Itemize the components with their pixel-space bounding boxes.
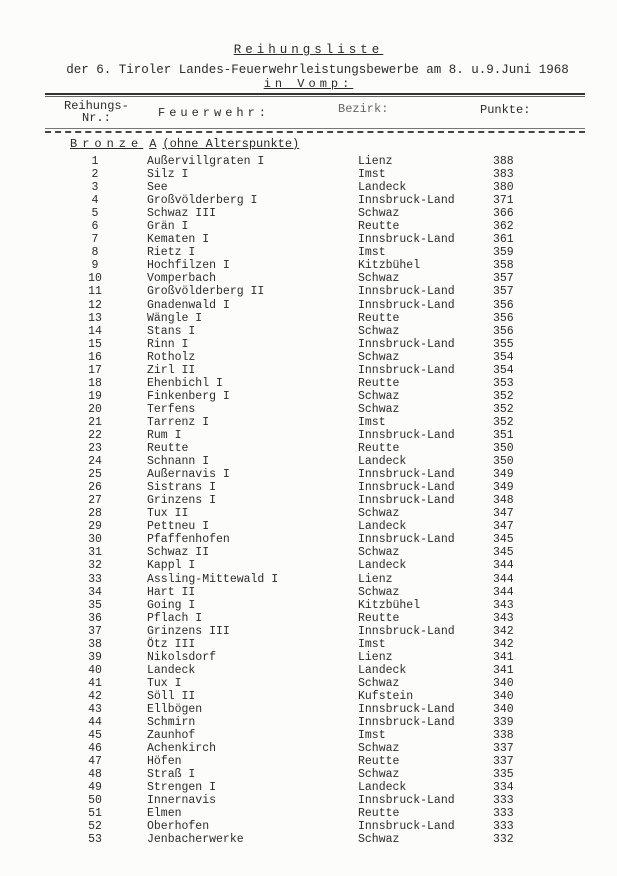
table-row xyxy=(0,233,617,246)
district-cell: Imst xyxy=(358,415,386,429)
rank-cell: 32 xyxy=(88,559,102,573)
team-cell: Gnadenwald I xyxy=(147,298,230,312)
table-row xyxy=(0,403,617,416)
team-cell: Tux I xyxy=(147,676,182,690)
district-cell: Kufstein xyxy=(358,689,414,703)
team-cell: Pfaffenhofen xyxy=(147,533,230,547)
section-label: Bronze xyxy=(70,137,144,151)
district-cell: Schwaz xyxy=(358,272,400,286)
rank-cell: 43 xyxy=(88,702,102,716)
points-cell: 343 xyxy=(493,611,514,625)
table-row xyxy=(0,285,617,298)
points-cell: 361 xyxy=(493,233,514,247)
table-row xyxy=(0,442,617,455)
points-cell: 348 xyxy=(493,494,514,508)
rank-cell: 41 xyxy=(88,676,102,690)
team-cell: Ötz III xyxy=(147,637,196,651)
table-row xyxy=(0,781,617,794)
team-cell: Söll II xyxy=(147,689,196,703)
points-cell: 359 xyxy=(493,246,514,260)
table-row xyxy=(0,546,617,559)
table-row xyxy=(0,768,617,781)
district-cell: Schwaz xyxy=(358,833,400,847)
rank-cell: 11 xyxy=(88,285,102,299)
table-row xyxy=(0,259,617,272)
table-row xyxy=(0,520,617,533)
team-cell: Schwaz II xyxy=(147,546,210,560)
rank-cell: 48 xyxy=(88,768,102,782)
district-cell: Schwaz xyxy=(358,507,400,521)
points-cell: 334 xyxy=(493,781,514,795)
table-row xyxy=(0,820,617,833)
table-row xyxy=(0,468,617,481)
points-cell: 338 xyxy=(493,729,514,743)
district-cell: Landeck xyxy=(358,181,407,195)
team-cell: Hart II xyxy=(147,585,196,599)
points-cell: 352 xyxy=(493,389,514,403)
rank-cell: 13 xyxy=(88,311,102,325)
points-cell: 383 xyxy=(493,168,514,182)
table-row xyxy=(0,794,617,807)
table-row xyxy=(0,364,617,377)
team-cell: Tarrenz I xyxy=(147,415,210,429)
district-cell: Landeck xyxy=(358,455,407,469)
team-cell: Stans I xyxy=(147,324,196,338)
column-header-rank xyxy=(64,100,129,124)
points-cell: 355 xyxy=(493,337,514,351)
points-cell: 380 xyxy=(493,181,514,195)
team-cell: Strengen I xyxy=(147,781,217,795)
table-row xyxy=(0,220,617,233)
rank-cell: 35 xyxy=(88,598,102,612)
district-cell: Innsbruck-Land xyxy=(358,794,455,808)
rank-cell: 36 xyxy=(88,611,102,625)
district-cell: Schwaz xyxy=(358,324,400,338)
points-cell: 337 xyxy=(493,742,514,756)
team-cell: Rum I xyxy=(147,428,182,442)
team-cell: Zirl II xyxy=(147,363,196,377)
rank-cell: 1 xyxy=(91,155,99,168)
table-row xyxy=(0,586,617,599)
column-header-points: Punkte: xyxy=(480,103,531,117)
points-cell: 351 xyxy=(493,428,514,442)
rank-cell: 16 xyxy=(88,350,102,364)
table-row xyxy=(0,312,617,325)
rank-cell: 29 xyxy=(88,520,102,534)
team-cell: Innernavis xyxy=(147,794,217,808)
header-rule-bottom xyxy=(45,128,585,129)
district-cell: Innsbruck-Land xyxy=(358,337,455,351)
rank-cell: 50 xyxy=(88,794,102,808)
points-cell: 344 xyxy=(493,559,514,573)
header-rule-dashed xyxy=(45,131,585,133)
points-cell: 362 xyxy=(493,220,514,234)
district-cell: Innsbruck-Land xyxy=(358,716,455,730)
rank-cell: 26 xyxy=(88,481,102,495)
points-cell: 350 xyxy=(493,455,514,469)
district-cell: Innsbruck-Land xyxy=(358,194,455,208)
points-cell: 343 xyxy=(493,598,514,612)
team-cell: Landeck xyxy=(147,663,196,677)
points-cell: 342 xyxy=(493,624,514,638)
rank-cell: 49 xyxy=(88,781,102,795)
points-cell: 340 xyxy=(493,676,514,690)
rank-cell: 34 xyxy=(88,585,102,599)
table-row xyxy=(0,377,617,390)
team-cell: Oberhofen xyxy=(147,820,210,834)
points-cell: 366 xyxy=(493,207,514,221)
team-cell: Schnann I xyxy=(147,455,210,469)
team-cell: Grän I xyxy=(147,220,189,234)
district-cell: Reutte xyxy=(358,807,400,821)
team-cell: Sistrans I xyxy=(147,481,217,495)
rank-cell: 42 xyxy=(88,689,102,703)
team-cell: Großvölderberg I xyxy=(147,194,258,208)
column-header-district: Bezirk: xyxy=(338,102,389,116)
district-cell: Innsbruck-Land xyxy=(358,298,455,312)
points-cell: 347 xyxy=(493,507,514,521)
team-cell: Hochfilzen I xyxy=(147,259,230,273)
district-cell: Kitzbühel xyxy=(358,259,421,273)
points-cell: 333 xyxy=(493,820,514,834)
district-cell: Innsbruck-Land xyxy=(358,624,455,638)
table-row xyxy=(0,325,617,338)
section-note: (ohne Alterspunkte) xyxy=(162,137,300,151)
table-row xyxy=(0,533,617,546)
team-cell: Großvölderberg II xyxy=(147,285,265,299)
team-cell: Rotholz xyxy=(147,350,196,364)
team-cell: Reutte xyxy=(147,442,189,456)
ranking-table xyxy=(0,155,617,846)
points-cell: 341 xyxy=(493,663,514,677)
district-cell: Innsbruck-Land xyxy=(358,233,455,247)
rank-cell: 24 xyxy=(88,455,102,469)
district-cell: Innsbruck-Land xyxy=(358,533,455,547)
points-cell: 354 xyxy=(493,350,514,364)
table-row xyxy=(0,390,617,403)
district-cell: Schwaz xyxy=(358,742,400,756)
rank-cell: 14 xyxy=(88,324,102,338)
table-row xyxy=(0,833,617,846)
team-cell: Tux II xyxy=(147,507,189,521)
rank-cell: 7 xyxy=(91,233,99,247)
table-row xyxy=(0,494,617,507)
district-cell: Lienz xyxy=(358,572,393,586)
team-cell: See xyxy=(147,181,168,195)
table-row xyxy=(0,664,617,677)
rank-cell: 33 xyxy=(88,572,102,586)
table-row xyxy=(0,481,617,494)
header-rule-top xyxy=(45,93,585,95)
points-cell: 341 xyxy=(493,650,514,664)
team-cell: Wängle I xyxy=(147,311,203,325)
district-cell: Landeck xyxy=(358,663,407,677)
table-row xyxy=(0,181,617,194)
table-row xyxy=(0,194,617,207)
points-cell: 358 xyxy=(493,259,514,273)
district-cell: Innsbruck-Land xyxy=(358,494,455,508)
table-row xyxy=(0,573,617,586)
table-row xyxy=(0,416,617,429)
district-cell: Lienz xyxy=(358,155,393,168)
district-cell: Kitzbühel xyxy=(358,598,421,612)
district-cell: Schwaz xyxy=(358,350,400,364)
rank-cell: 38 xyxy=(88,637,102,651)
table-row xyxy=(0,338,617,351)
rank-cell: 8 xyxy=(91,246,99,260)
team-cell: Pettneu I xyxy=(147,520,210,534)
rank-cell: 47 xyxy=(88,755,102,769)
table-row xyxy=(0,272,617,285)
district-cell: Innsbruck-Land xyxy=(358,820,455,834)
rank-cell: 19 xyxy=(88,389,102,403)
header-rule-thin xyxy=(45,96,585,97)
points-cell: 357 xyxy=(493,285,514,299)
rank-cell: 40 xyxy=(88,663,102,677)
district-cell: Innsbruck-Land xyxy=(358,363,455,377)
points-cell: 333 xyxy=(493,807,514,821)
points-cell: 356 xyxy=(493,324,514,338)
rank-cell: 53 xyxy=(88,833,102,847)
district-cell: Innsbruck-Land xyxy=(358,481,455,495)
district-cell: Reutte xyxy=(358,755,400,769)
district-cell: Schwaz xyxy=(358,768,400,782)
points-cell: 347 xyxy=(493,520,514,534)
points-cell: 350 xyxy=(493,442,514,456)
team-cell: Schmirn xyxy=(147,716,196,730)
district-cell: Landeck xyxy=(358,781,407,795)
table-row xyxy=(0,612,617,625)
points-cell: 371 xyxy=(493,194,514,208)
points-cell: 344 xyxy=(493,585,514,599)
rank-cell: 25 xyxy=(88,468,102,482)
table-row xyxy=(0,168,617,181)
team-cell: Assling-Mittewald I xyxy=(147,572,279,586)
team-cell: Going I xyxy=(147,598,196,612)
district-cell: Imst xyxy=(358,168,386,182)
team-cell: Höfen xyxy=(147,755,182,769)
rank-cell: 3 xyxy=(91,181,99,195)
rank-header-line-2: Nr.: xyxy=(82,111,111,125)
district-cell: Innsbruck-Land xyxy=(358,285,455,299)
team-cell: Jenbacherwerke xyxy=(147,833,244,847)
points-cell: 349 xyxy=(493,468,514,482)
team-cell: Grinzens I xyxy=(147,494,217,508)
district-cell: Schwaz xyxy=(358,676,400,690)
rank-cell: 23 xyxy=(88,442,102,456)
rank-cell: 28 xyxy=(88,507,102,521)
rank-cell: 15 xyxy=(88,337,102,351)
points-cell: 349 xyxy=(493,481,514,495)
team-cell: Finkenberg I xyxy=(147,389,230,403)
table-row xyxy=(0,455,617,468)
district-cell: Innsbruck-Land xyxy=(358,428,455,442)
district-cell: Lienz xyxy=(358,650,393,664)
team-cell: Kematen I xyxy=(147,233,210,247)
rank-cell: 46 xyxy=(88,742,102,756)
district-cell: Imst xyxy=(358,637,386,651)
team-cell: Rinn I xyxy=(147,337,189,351)
points-cell: 339 xyxy=(493,716,514,730)
district-cell: Landeck xyxy=(358,559,407,573)
table-row xyxy=(0,742,617,755)
table-row xyxy=(0,677,617,690)
district-cell: Reutte xyxy=(358,376,400,390)
district-cell: Landeck xyxy=(358,520,407,534)
table-row xyxy=(0,599,617,612)
table-row xyxy=(0,559,617,572)
points-cell: 337 xyxy=(493,755,514,769)
points-cell: 388 xyxy=(493,155,514,168)
team-cell: Vomperbach xyxy=(147,272,217,286)
points-cell: 333 xyxy=(493,794,514,808)
points-cell: 342 xyxy=(493,637,514,651)
team-cell: Grinzens III xyxy=(147,624,230,638)
rank-cell: 6 xyxy=(91,220,99,234)
table-row xyxy=(0,299,617,312)
district-cell: Reutte xyxy=(358,311,400,325)
rank-cell: 9 xyxy=(91,259,99,273)
district-cell: Imst xyxy=(358,246,386,260)
rank-cell: 17 xyxy=(88,363,102,377)
rank-cell: 18 xyxy=(88,376,102,390)
district-cell: Schwaz xyxy=(358,207,400,221)
table-row xyxy=(0,755,617,768)
table-row xyxy=(0,729,617,742)
district-cell: Schwaz xyxy=(358,389,400,403)
rank-cell: 39 xyxy=(88,650,102,664)
points-cell: 356 xyxy=(493,311,514,325)
team-cell: Außervillgraten I xyxy=(147,155,265,168)
points-cell: 345 xyxy=(493,546,514,560)
section-heading xyxy=(70,137,299,151)
rank-cell: 20 xyxy=(88,402,102,416)
rank-cell: 21 xyxy=(88,415,102,429)
table-row xyxy=(0,651,617,664)
document-subtitle: der 6. Tiroler Landes-Feuerwehrleistungsbewerbe am 8. u.9.Juni 1968 xyxy=(66,63,569,77)
district-cell: Innsbruck-Land xyxy=(358,702,455,716)
team-cell: Ellbögen xyxy=(147,702,203,716)
table-row xyxy=(0,351,617,364)
points-cell: 344 xyxy=(493,572,514,586)
points-cell: 335 xyxy=(493,768,514,782)
rank-cell: 30 xyxy=(88,533,102,547)
section-class: A xyxy=(149,137,157,151)
rank-cell: 44 xyxy=(88,716,102,730)
rank-cell: 27 xyxy=(88,494,102,508)
points-cell: 352 xyxy=(493,402,514,416)
team-cell: Silz I xyxy=(147,168,189,182)
column-header-team: Feuerwehr: xyxy=(158,106,271,120)
rank-cell: 45 xyxy=(88,729,102,743)
rank-cell: 4 xyxy=(91,194,99,208)
team-cell: Elmen xyxy=(147,807,182,821)
rank-cell: 51 xyxy=(88,807,102,821)
team-cell: Terfens xyxy=(147,402,196,416)
event-location: in Vomp: xyxy=(263,77,354,91)
district-cell: Schwaz xyxy=(358,546,400,560)
points-cell: 352 xyxy=(493,415,514,429)
points-cell: 357 xyxy=(493,272,514,286)
team-cell: Zaunhof xyxy=(147,729,196,743)
team-cell: Ehenbichl I xyxy=(147,376,223,390)
table-row xyxy=(0,429,617,442)
points-cell: 345 xyxy=(493,533,514,547)
points-cell: 356 xyxy=(493,298,514,312)
rank-cell: 2 xyxy=(91,168,99,182)
team-cell: Rietz I xyxy=(147,246,196,260)
rank-cell: 22 xyxy=(88,428,102,442)
points-cell: 340 xyxy=(493,702,514,716)
table-row xyxy=(0,625,617,638)
points-cell: 340 xyxy=(493,689,514,703)
district-cell: Reutte xyxy=(358,442,400,456)
table-row xyxy=(0,690,617,703)
team-cell: Nikolsdorf xyxy=(147,650,217,664)
district-cell: Innsbruck-Land xyxy=(358,468,455,482)
table-row xyxy=(0,716,617,729)
rank-header-line-1: Reihungs- xyxy=(64,99,129,113)
district-cell: Schwaz xyxy=(358,402,400,416)
table-row xyxy=(0,638,617,651)
team-cell: Schwaz III xyxy=(147,207,217,221)
team-cell: Außernavis I xyxy=(147,468,230,482)
document-title: Reihungsliste xyxy=(233,43,384,57)
rank-cell: 52 xyxy=(88,820,102,834)
district-cell: Reutte xyxy=(358,611,400,625)
district-cell: Reutte xyxy=(358,220,400,234)
table-row xyxy=(0,507,617,520)
team-cell: Achenkirch xyxy=(147,742,217,756)
rank-cell: 37 xyxy=(88,624,102,638)
team-cell: Straß I xyxy=(147,768,196,782)
table-row xyxy=(0,703,617,716)
team-cell: Kappl I xyxy=(147,559,196,573)
district-cell: Imst xyxy=(358,729,386,743)
points-cell: 332 xyxy=(493,833,514,847)
table-row xyxy=(0,246,617,259)
table-row xyxy=(0,155,617,168)
points-cell: 353 xyxy=(493,376,514,390)
table-row xyxy=(0,807,617,820)
district-cell: Schwaz xyxy=(358,585,400,599)
team-cell: Pflach I xyxy=(147,611,203,625)
rank-cell: 12 xyxy=(88,298,102,312)
rank-cell: 5 xyxy=(91,207,99,221)
rank-cell: 10 xyxy=(88,272,102,286)
rank-cell: 31 xyxy=(88,546,102,560)
table-row xyxy=(0,207,617,220)
points-cell: 354 xyxy=(493,363,514,377)
